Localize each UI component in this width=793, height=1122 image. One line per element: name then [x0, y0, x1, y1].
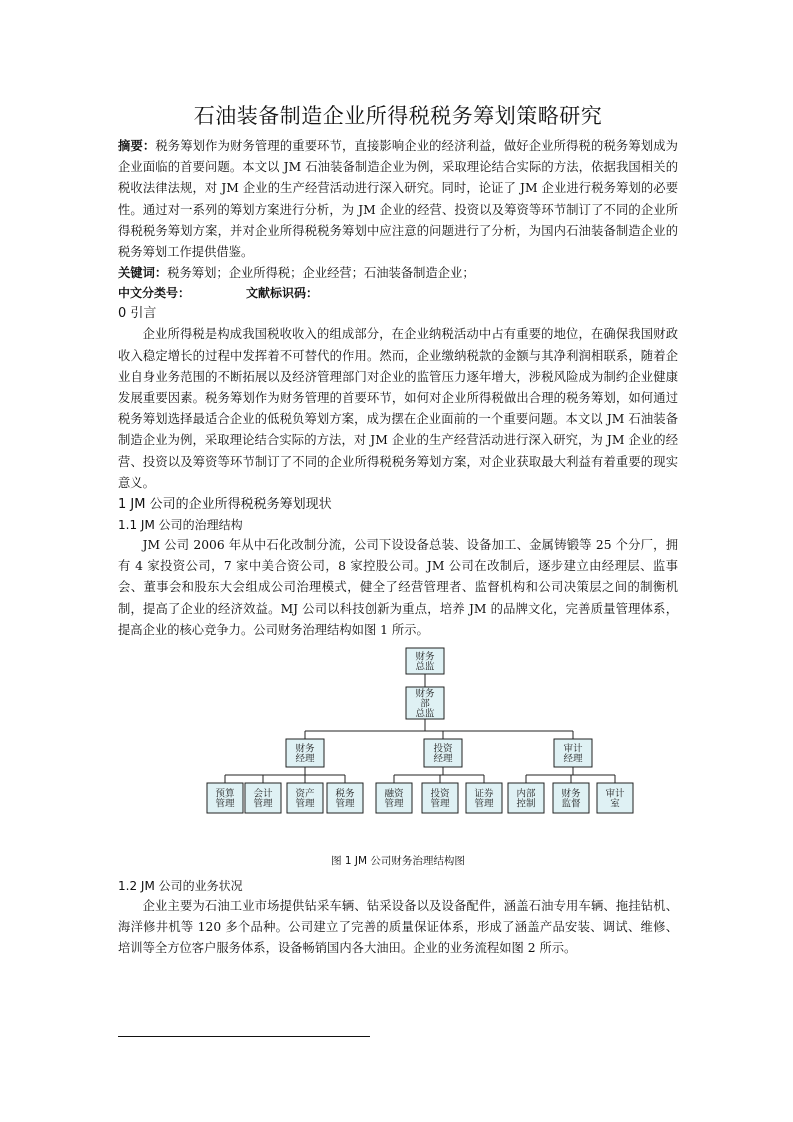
- org-chart: [118, 645, 678, 845]
- footnote-rule: [118, 1036, 370, 1037]
- org-box-leaf-text: 会计: [253, 788, 273, 800]
- org-box-leaf: [508, 783, 544, 813]
- org-box-mid-text: 财务: [415, 688, 435, 700]
- org-box-leaf: [422, 783, 458, 813]
- org-box-leaf-text: 管理: [253, 798, 273, 810]
- abstract-label: 摘要：: [118, 139, 156, 153]
- abstract: [118, 136, 678, 263]
- keywords: [118, 263, 678, 284]
- org-box-leaf-text: 管理: [430, 798, 450, 810]
- org-box-leaf-text: 税务: [335, 788, 355, 800]
- org-box-leaf-text: 管理: [295, 798, 315, 810]
- org-box-leaf: [376, 783, 412, 813]
- org-box-branch-text: 经理: [295, 753, 315, 765]
- org-box-root-text: 总监: [415, 661, 435, 673]
- section-0-heading: 0 引言: [118, 306, 157, 322]
- section-0-paragraph: 企业所得税是构成我国税收收入的组成部分，在企业纳税活动中占有重要的地位，在确保我国财政收入稳定增长的过程中发挥着不可替代的作用。然而，企业缴纳税款的金额与其净利润相联系，随着企业自身业务范围的不断拓展以及经济管理部门对企业的监管压力逐年增大，涉税风险成为制约企业健康发展重要因素。税务筹划作为财务管理的首要环节，如何对企业所得税做出合理的税务筹划，如何通过税务筹划选择最适合企业的低税负筹划方案，成为摆在企业面前的一个重要问题。本文以 JM 石油装备制造企业为例，采取理论结合实际的方法，对 JM 企业的生产经营活动进行深入研究，为 JM 企业的经营、投资以及筹资等环节制订了不同的企业所得税税务筹划方案，对企业获取最大利益有着重要的现实意义。: [118, 327, 678, 490]
- section-1-heading: 1 JM 公司的企业所得税税务筹划现状: [118, 497, 332, 513]
- org-box-leaf: [466, 783, 502, 813]
- paper-title: 石油装备制造企业所得税税务筹划策略研究: [193, 104, 603, 128]
- figure-1-caption: 图 1 JM 公司财务治理结构图: [331, 855, 465, 868]
- section-1-1-paragraph: JM 公司 2006 年从中石化改制分流，公司下设设备总装、设备加工、金属铸锻等 25 个分厂，拥有 4 家投资公司，7 家中美合资公司，8 家控股公司。JM 公司在改制后，逐步建立由经理层、监事会、董事会和股东大会组成公司治理模式，健全了经营管理者、监督机构和公司决策层之间的制衡机制，提高了企业的经济效益。MJ 公司以科技创新为重点，培养 JM 的品牌文化，完善质量管理体系，提高企业的核心竞争力。公司财务治理结构如图 1 所示。: [118, 538, 678, 637]
- keywords-label: 关键词：: [118, 266, 168, 281]
- org-chart-figure: [118, 645, 678, 845]
- org-box-leaf-text: 财务: [561, 788, 581, 800]
- abstract-text: 税务筹划作为财务管理的重要环节，直接影响企业的经济利益，做好企业所得税的税务筹划成为企业面临的首要问题。本文以 JM 石油装备制造企业为例，采取理论结合实际的方法，依据我国相关的税收法律法规，对 JM 企业的生产经营活动进行深入研究。同时，论证了 JM 企业进行税务筹划的必要性。通过对一系列的筹划方案进行分析，为 JM 企业的经营、投资以及筹资等环节制订了不同的企业所得税税务筹划方案，并对企业所得税税务筹划中应注意的问题进行了分析，为国内石油装备制造企业的税务筹划工作提供借鉴。: [118, 139, 678, 260]
- section-1-2-paragraph: 企业主要为石油工业市场提供钻采车辆、钻采设备以及设备配件，涵盖石油专用车辆、拖挂钻机、海洋修井机等 120 多个品种。公司建立了完善的质量保证体系，形成了涵盖产品安装、调试、维修、培训等全方位客户服务体系，设备畅销国内各大油田。企业的业务流程如图 2 所示。: [118, 899, 678, 956]
- org-box-leaf: [327, 783, 363, 813]
- section-1-1-heading: 1.1 JM 公司的治理结构: [118, 518, 243, 533]
- paper-page: [118, 100, 678, 960]
- org-box-branch-text: 审计: [563, 743, 583, 755]
- org-box-leaf-text: 资产: [295, 788, 315, 800]
- org-box-root-text: 财务: [415, 651, 435, 663]
- org-box-leaf: [553, 783, 589, 813]
- org-box-mid-text: 部: [420, 698, 430, 710]
- org-box-leaf-text: 监督: [561, 798, 581, 810]
- org-box-branch: [554, 739, 592, 767]
- org-box-leaf-text: 证券: [474, 788, 494, 800]
- org-box-branch-text: 投资: [433, 743, 453, 755]
- org-box-mid-text: 总监: [415, 708, 435, 720]
- org-box-leaf: [245, 783, 281, 813]
- org-box-leaf-text: 控制: [516, 798, 536, 810]
- org-box-leaf: [287, 783, 323, 813]
- org-box-leaf-text: 审计: [605, 788, 625, 800]
- org-box-branch-text: 财务: [295, 743, 315, 755]
- org-box-leaf: [597, 783, 633, 813]
- org-box-leaf-text: 室: [610, 798, 620, 810]
- section-1-2-heading: 1.2 JM 公司的业务状况: [118, 879, 243, 894]
- org-box-leaf-text: 管理: [474, 798, 494, 810]
- org-box-leaf-text: 融资: [384, 788, 404, 800]
- org-box-branch: [286, 739, 324, 767]
- document-code-label: 文献标识码：: [246, 286, 319, 301]
- org-box-branch: [424, 739, 462, 767]
- org-box-root: [406, 648, 444, 674]
- org-box-leaf-text: 管理: [215, 798, 235, 810]
- org-box-leaf-text: 投资: [430, 788, 450, 800]
- org-box-mid: [406, 687, 444, 720]
- org-box-branch-text: 经理: [433, 753, 453, 765]
- classification-row: [118, 284, 678, 303]
- org-box-leaf-text: 管理: [384, 798, 404, 810]
- org-box-leaf: [207, 783, 243, 813]
- org-box-leaf-text: 管理: [335, 798, 355, 810]
- keywords-text: 税务筹划；企业所得税；企业经营；石油装备制造企业；: [167, 266, 475, 281]
- classification-label: 中文分类号：: [118, 286, 191, 301]
- org-box-branch-text: 经理: [563, 753, 583, 765]
- org-box-leaf-text: 内部: [516, 788, 536, 800]
- org-box-leaf-text: 预算: [215, 788, 235, 800]
